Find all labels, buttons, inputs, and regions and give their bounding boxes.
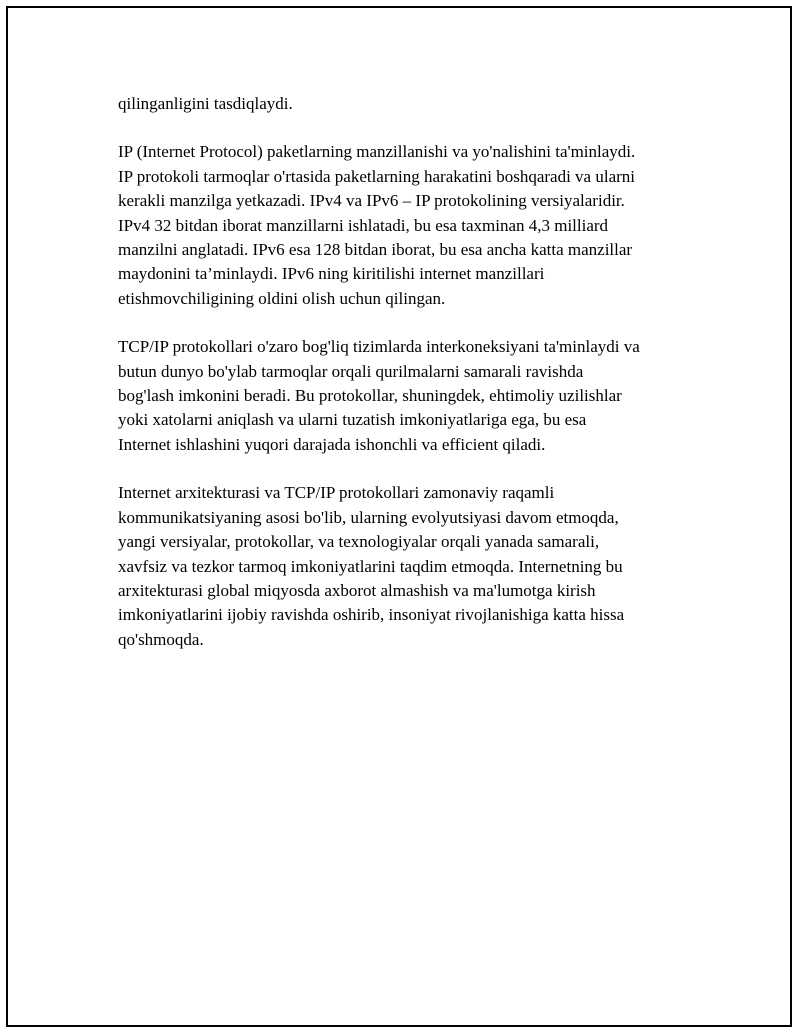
text-line: kerakli manzilga yetkazadi. IPv4 va IPv6 – IP protokolining versiyalaridir.: [118, 191, 625, 211]
text-line: qo'shmoqda.: [118, 629, 204, 649]
paragraph-internet-architecture: [118, 481, 698, 652]
text-line: butun dunyo bo'ylab tarmoqlar orqali qurilmalarni samarali ravishda: [118, 361, 584, 381]
text-line: imkoniyatlarini ijobiy ravishda oshirib, insoniyat rivojlanishiga katta hissa: [118, 605, 625, 625]
text-line: bog'lash imkonini beradi. Bu protokollar, shuningdek, ehtimoliy uzilishlar: [118, 386, 622, 406]
text-line: xavfsiz va tezkor tarmoq imkoniyatlarini taqdim etmoqda. Internetning bu: [118, 556, 623, 576]
text-line: etishmovchiligining oldini olish uchun qilingan.: [118, 288, 446, 308]
text-line: yangi versiyalar, protokollar, va texnologiyalar orqali yanada samarali,: [118, 532, 600, 552]
text-line: kommunikatsiyaning asosi bo'lib, ularning evolyutsiyasi davom etmoqda,: [118, 507, 619, 527]
text-line: TCP/IP protokollari o'zaro bog'liq tizimlarda interkoneksiyani ta'minlaydi va: [118, 337, 640, 357]
text-line: yoki xatolarni aniqlash va ularni tuzatish imkoniyatlariga ega, bu esa: [118, 410, 587, 430]
document-body: [118, 92, 698, 676]
text-line: Internet arxitekturasi va TCP/IP protokollari zamonaviy raqamli: [118, 483, 555, 503]
text-line: qilinganligini tasdiqlaydi.: [118, 94, 293, 113]
paragraph-ip-protocol: [118, 140, 698, 311]
text-line: IP (Internet Protocol) paketlarning manzillanishi va yo'nalishini ta'minlaydi.: [118, 142, 636, 162]
text-line: maydonini ta’minlaydi. IPv6 ning kiritilishi internet manzillari: [118, 264, 545, 284]
text-line: IP protokoli tarmoqlar o'rtasida paketlarning harakatini boshqaradi va ularni: [118, 166, 635, 186]
text-line: IPv4 32 bitdan iborat manzillarni ishlatadi, bu esa taxminan 4,3 milliard: [118, 215, 609, 235]
paragraph-continuation: [118, 92, 698, 116]
paragraph-tcpip-interconnection: [118, 335, 698, 457]
text-line: Internet ishlashini yuqori darajada ishonchli va efficient qiladi.: [118, 434, 546, 454]
text-line: arxitekturasi global miqyosda axborot almashish va ma'lumotga kirish: [118, 580, 596, 600]
text-line: manzilni anglatadi. IPv6 esa 128 bitdan iborat, bu esa ancha katta manzillar: [118, 240, 633, 260]
